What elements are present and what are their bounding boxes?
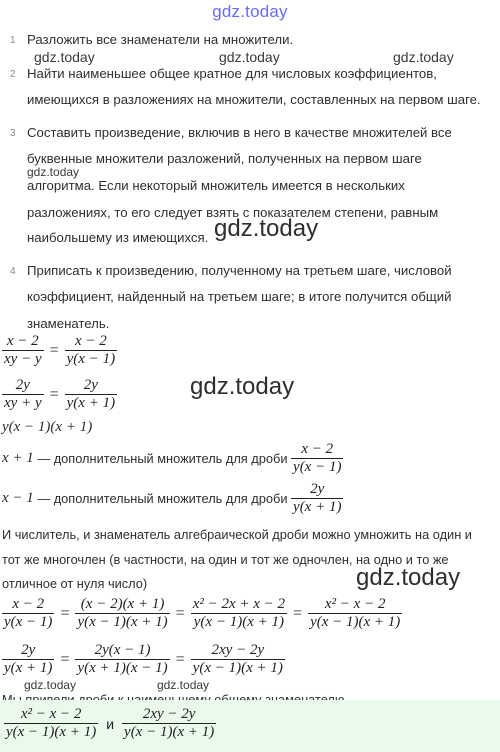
fraction: $\frac{2xy - 2y}{y(x - 1)(x + 1)}$ <box>192 642 283 676</box>
step-2-number: 2 <box>10 69 16 80</box>
final-result: $\frac{\text{x² − x − 2}}{y(x - 1)(x + 1)}$ и $\frac{2xy - 2y}{y(x - 1)(x + 1)}$ <box>6 706 215 740</box>
equation-expand-1: $\frac{x - 2}{y(x - 1)}$ = $\frac{(x - 2)(x + 1)}{y(x - 1)(x + 1)}$ = $\frac{\text{x² − 2x + x − 2}}{y(x - 1)(x + 1)}$ = $\frac{\text{x² − x − 2}}{y(x - 1)(x + 1)}$ <box>4 596 401 630</box>
fraction: $\frac{x - 2}{y(x - 1)}$ <box>66 333 116 367</box>
paragraph-line-1: И числитель, и знаменатель алгебраической дроби можно умножить на один и <box>2 527 472 542</box>
step-2-line-1: Найти наименьшее общее кратное для числовых коэффициентов, <box>27 66 437 81</box>
watermark: gdz.today <box>219 49 280 65</box>
step-3-line-3: алгоритма. Если некоторый множитель имеется в нескольких <box>27 178 405 193</box>
watermark: gdz.today <box>190 373 295 400</box>
step-4-number: 4 <box>10 266 16 277</box>
watermark: gdz.today <box>157 678 210 692</box>
watermark: gdz.today <box>393 49 454 65</box>
extra-factor-2: x − 1 — дополнительный множитель для дроби $\frac{2y}{y(x + 1)}$ <box>2 481 342 515</box>
common-denominator: y(x − 1)(x + 1) <box>2 419 93 435</box>
fraction: $\frac{\text{x² − x − 2}}{y(x - 1)(x + 1)}$ <box>6 706 97 740</box>
watermark-top: gdz.today <box>212 2 288 21</box>
fraction: $\frac{2y}{y(x + 1)}$ <box>66 377 116 411</box>
equation-expand-2: $\frac{2y}{y(x + 1)}$ = $\frac{2y(x - 1)}{y(x + 1)(x - 1)}$ = $\frac{2xy - 2y}{y(x - 1)(x + 1)}$ <box>4 642 283 676</box>
fraction: $\frac{2y}{y(x + 1)}$ <box>4 642 53 676</box>
watermark: gdz.today <box>214 215 319 242</box>
extra-factor-1: x + 1 — дополнительный множитель для дроби $\frac{x - 2}{y(x - 1)}$ <box>2 441 342 475</box>
watermark: gdz.today <box>34 49 95 65</box>
watermark: gdz.today <box>356 564 461 591</box>
equation-fraction-1: $\frac{x - 2}{xy - y}$ = $\frac{x - 2}{y(x - 1)}$ <box>4 333 116 367</box>
step-3-number: 3 <box>10 128 16 139</box>
fraction: $\frac{\text{x² − x − 2}}{y(x - 1)(x + 1)}$ <box>310 596 401 630</box>
step-3-line-2: буквенные множители разложений, полученных на первом шаге <box>27 151 422 166</box>
paragraph-line-3: отличное от нуля число) <box>2 576 148 591</box>
step-1-number: 1 <box>10 35 16 46</box>
fraction: $\frac{x - 2}{y(x - 1)}$ <box>293 441 342 475</box>
paragraph-line-2: тот же многочлен (в частности, на один и тот же одночлен, на одно и то же <box>2 552 449 567</box>
fraction: $\frac{2y}{y(x + 1)}$ <box>293 481 342 515</box>
step-4-line-1: Приписать к произведению, полученному на третьем шаге, числовой <box>27 263 452 278</box>
fraction: $\frac{x - 2}{y(x - 1)}$ <box>4 596 53 630</box>
step-4-line-2: коэффициент, найденный на третьем шаге; в итоге получится общий <box>27 289 452 304</box>
fraction: $\frac{2y}{xy + y}$ <box>4 377 42 411</box>
fraction: $\frac{(x - 2)(x + 1)}{y(x - 1)(x + 1)}$ <box>77 596 168 630</box>
step-3-line-1: Составить произведение, включив в него в качестве множителей все <box>27 125 452 140</box>
equation-fraction-2: $\frac{2y}{xy + y}$ = $\frac{2y}{y(x + 1)}$ <box>4 377 116 411</box>
step-3-line-5: наибольшему из имеющихся. <box>27 230 209 245</box>
step-1-text: Разложить все знаменатели на множители. <box>27 32 294 47</box>
watermark: gdz.today <box>27 165 80 179</box>
fraction: $\frac{\text{x² − 2x + x − 2}}{y(x - 1)(x + 1)}$ <box>192 596 286 630</box>
fraction: $\frac{2xy - 2y}{y(x - 1)(x + 1)}$ <box>124 706 215 740</box>
step-2-line-2: имеющихся в разложениях на множители, составленных на первом шаге. <box>27 92 481 107</box>
step-4-line-3: знаменатель. <box>27 316 110 331</box>
fraction: $\frac{2y(x - 1)}{y(x + 1)(x - 1)}$ <box>77 642 168 676</box>
fraction: $\frac{x - 2}{xy - y}$ <box>4 333 42 367</box>
watermark: gdz.today <box>24 678 77 692</box>
step-3-line-4: разложениях, то его следует взять с показателем степени, равным <box>27 205 439 220</box>
